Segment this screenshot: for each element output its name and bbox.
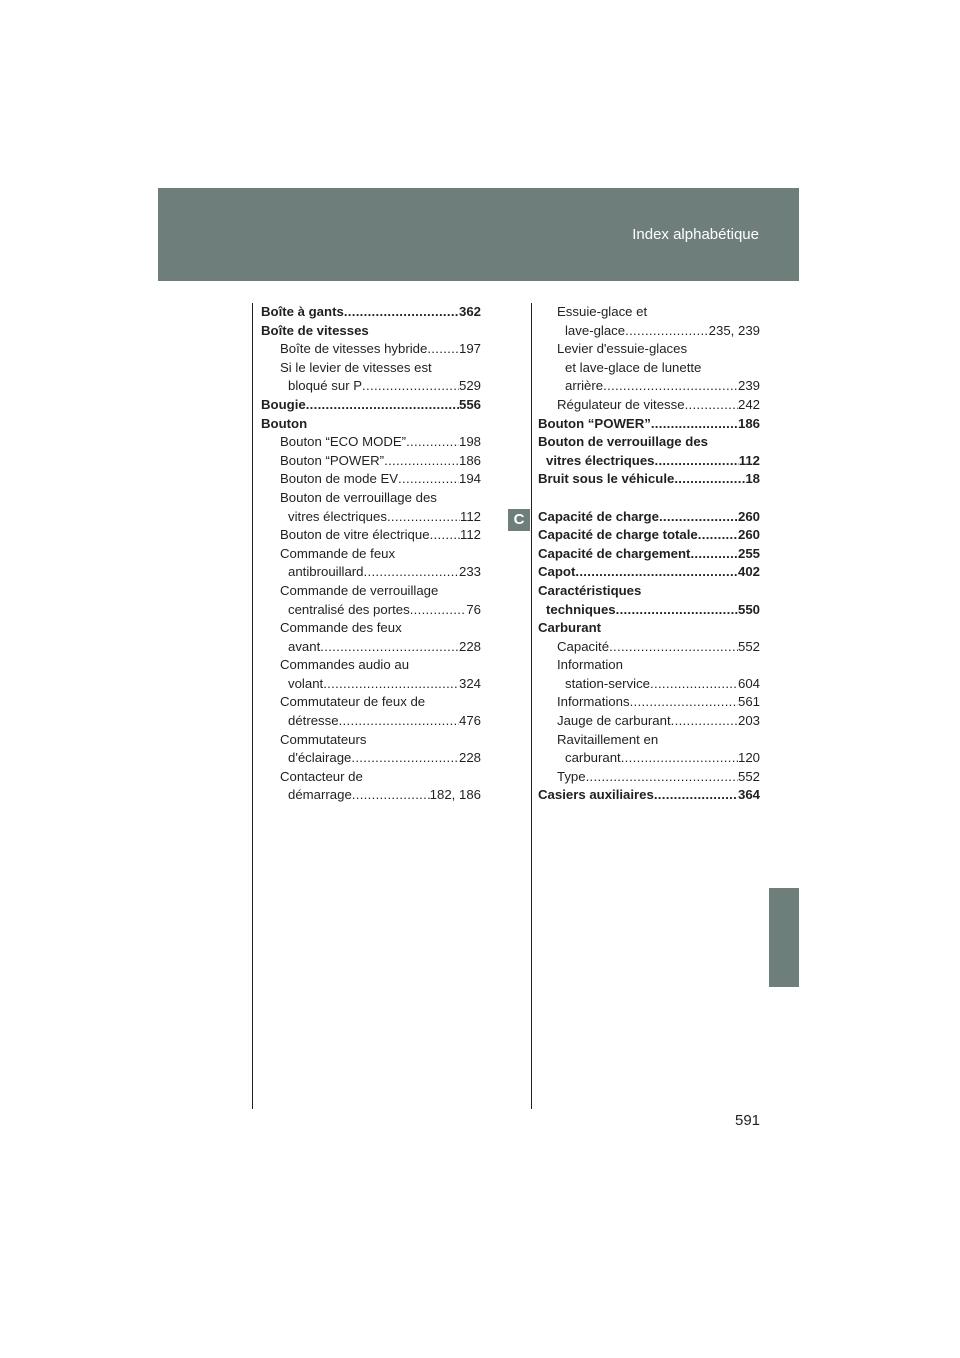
entry-term: Ravitaillement en — [557, 731, 659, 747]
entry-term: Jauge de carburant — [557, 713, 671, 729]
index-entry — [538, 563, 760, 582]
dot-leader — [690, 545, 738, 564]
index-entry — [261, 340, 481, 359]
index-entry — [538, 731, 760, 768]
index-entry — [261, 396, 481, 415]
index-entry — [538, 619, 760, 638]
dot-leader — [621, 749, 738, 768]
dot-leader — [323, 675, 459, 694]
page-reference: 112 — [459, 527, 481, 543]
entry-term: Essuie-glace et — [557, 304, 648, 319]
index-entry — [261, 433, 481, 452]
page-reference: 324 — [458, 675, 481, 691]
entry-term: Bougie — [261, 396, 306, 412]
dot-leader — [344, 303, 459, 322]
index-entry — [261, 582, 481, 619]
entry-term: Commande des feux — [280, 620, 402, 636]
dot-leader — [387, 508, 460, 527]
entry-term: Bouton “ECO MODE” — [280, 434, 407, 450]
entry-term: Capacité — [557, 638, 610, 654]
dot-leader — [384, 452, 459, 471]
index-entry — [538, 396, 760, 415]
index-entry — [261, 656, 481, 693]
page-reference: 556 — [458, 396, 481, 412]
page-reference: 186 — [737, 415, 760, 431]
page-reference: 112 — [459, 508, 481, 524]
entry-term-continued: bloqué sur P — [288, 378, 363, 394]
page-reference: 362 — [458, 304, 481, 319]
dot-leader — [430, 526, 460, 545]
page-reference: 604 — [737, 675, 760, 691]
entry-term: Bouton de verrouillage des — [538, 434, 709, 450]
entry-term-continued: et lave-glace de lunette — [565, 359, 702, 375]
entry-term-continued: arrière — [565, 378, 604, 394]
dot-leader — [674, 470, 745, 489]
index-entry — [538, 712, 760, 731]
dot-leader — [630, 693, 738, 712]
index-entry — [538, 786, 760, 805]
thumb-index-tab — [769, 888, 799, 987]
entry-term: Commande de feux — [280, 545, 396, 561]
entry-term-continued: centralisé des portes — [288, 601, 410, 617]
index-column-right — [538, 303, 760, 805]
page-reference: 228 — [458, 750, 481, 766]
index-entry — [538, 508, 760, 527]
dot-leader — [603, 377, 738, 396]
entry-term: Bouton “POWER” — [280, 452, 385, 468]
entry-term: Capacité de chargement — [538, 545, 691, 561]
index-entry — [261, 415, 481, 434]
index-entry — [538, 415, 760, 434]
entry-term: Caractéristiques — [538, 582, 642, 598]
left-rule — [252, 303, 253, 1109]
page-reference: 120 — [737, 750, 760, 766]
entry-term: Informations — [557, 694, 630, 710]
index-entry — [538, 340, 760, 396]
index-entry — [538, 545, 760, 564]
dot-leader — [364, 563, 459, 582]
index-entry — [261, 470, 481, 489]
page-reference: 402 — [737, 564, 760, 580]
entry-term: Bouton de vitre électrique — [280, 527, 430, 543]
page-reference: 260 — [737, 508, 760, 524]
entry-term: Boîte de vitesses — [261, 322, 369, 338]
dot-leader — [655, 452, 739, 471]
page-header — [158, 188, 799, 281]
entry-term: Commutateurs — [280, 731, 367, 747]
dot-leader — [339, 712, 459, 731]
page-reference: 182, 186 — [429, 787, 481, 803]
index-column-left — [261, 303, 481, 805]
index-entry — [261, 322, 481, 341]
index-gap — [538, 489, 760, 508]
page-reference: 228 — [458, 638, 481, 654]
header-title: Index alphabétique — [632, 226, 759, 243]
index-entry — [261, 359, 481, 396]
dot-leader — [654, 786, 738, 805]
index-entry — [261, 545, 481, 582]
entry-term: Commutateur de feux de — [280, 694, 426, 710]
dot-leader — [398, 470, 459, 489]
page-reference: 194 — [458, 471, 481, 487]
dot-leader — [650, 675, 738, 694]
entry-term-continued: vitres électriques — [288, 508, 387, 524]
entry-term: Boîte de vitesses hybride — [280, 341, 428, 357]
index-entry — [538, 693, 760, 712]
entry-term: Capacité de charge — [538, 508, 659, 524]
page-reference: 476 — [458, 713, 481, 729]
index-entry — [538, 433, 760, 470]
dot-leader — [651, 415, 738, 434]
dot-leader — [609, 638, 738, 657]
index-entry — [261, 619, 481, 656]
entry-term-continued: détresse — [288, 713, 339, 729]
page-reference: 235, 239 — [708, 322, 760, 338]
dot-leader — [671, 712, 738, 731]
entry-term: Capacité de charge totale — [538, 527, 698, 543]
page-reference: 76 — [466, 601, 481, 617]
index-entry — [261, 303, 481, 322]
entry-term: Commandes audio au — [280, 657, 410, 673]
dot-leader — [427, 340, 459, 359]
dot-leader — [362, 377, 459, 396]
index-entry — [261, 731, 481, 768]
dot-leader — [575, 563, 738, 582]
dot-leader — [352, 786, 430, 805]
page-reference: 529 — [458, 378, 481, 394]
dot-leader — [685, 396, 738, 415]
section-letter-tab: C — [508, 509, 530, 531]
entry-term-continued: antibrouillard — [288, 564, 364, 580]
index-entry — [261, 526, 481, 545]
dot-leader — [625, 322, 709, 341]
index-entry — [261, 489, 481, 526]
entry-term-continued: d'éclairage — [288, 750, 352, 766]
page-reference: 186 — [458, 452, 481, 468]
entry-term: Casiers auxiliaires — [538, 787, 654, 803]
index-entry — [538, 470, 760, 489]
index-entry — [538, 656, 760, 693]
page-reference: 561 — [737, 694, 760, 710]
page-reference: 552 — [737, 638, 760, 654]
entry-term: Contacteur de — [280, 768, 363, 784]
page-reference: 260 — [737, 527, 760, 543]
page-reference: 203 — [737, 713, 760, 729]
dot-leader — [351, 749, 459, 768]
dot-leader — [586, 768, 738, 787]
page-reference: 255 — [737, 545, 760, 561]
index-entry — [538, 582, 760, 619]
entry-term-continued: vitres électriques — [546, 452, 655, 468]
dot-leader — [410, 601, 467, 620]
entry-term: Boîte à gants — [261, 304, 344, 319]
entry-term: Carburant — [538, 620, 602, 636]
page-reference: 112 — [738, 452, 760, 468]
index-entry — [261, 693, 481, 730]
page-reference: 242 — [737, 396, 760, 412]
entry-term-continued: démarrage — [288, 787, 352, 803]
dot-leader — [406, 433, 459, 452]
index-entry — [538, 768, 760, 787]
entry-term-continued: avant — [288, 638, 321, 654]
dot-leader — [698, 526, 738, 545]
page-reference: 233 — [458, 564, 481, 580]
entry-term: Levier d'essuie-glaces — [557, 341, 688, 357]
page-number: 591 — [735, 1112, 761, 1129]
page-reference: 550 — [737, 601, 760, 617]
page-reference: 198 — [458, 434, 481, 450]
page-reference: 552 — [737, 768, 760, 784]
page-reference: 364 — [737, 787, 760, 803]
entry-term: Si le levier de vitesses est — [280, 359, 432, 375]
entry-term: Bouton “POWER” — [538, 415, 651, 431]
entry-term-continued: techniques — [546, 601, 616, 617]
index-entry — [538, 638, 760, 657]
entry-term: Information — [557, 657, 623, 673]
entry-term: Bruit sous le véhicule — [538, 471, 675, 487]
page-reference: 18 — [745, 471, 760, 487]
entry-term: Bouton de verrouillage des — [280, 489, 437, 505]
entry-term: Commande de verrouillage — [280, 582, 439, 598]
index-entry — [261, 452, 481, 471]
dot-leader — [320, 638, 459, 657]
page-reference: 239 — [737, 378, 760, 394]
dot-leader — [616, 601, 738, 620]
center-rule — [531, 303, 532, 1109]
entry-term-continued: station-service — [565, 675, 651, 691]
page-reference: 197 — [458, 341, 481, 357]
dot-leader — [306, 396, 459, 415]
entry-term: Bouton — [261, 415, 308, 431]
dot-leader — [659, 508, 738, 527]
entry-term: Bouton de mode EV — [280, 471, 399, 487]
index-entry — [538, 526, 760, 545]
index-entry — [538, 303, 760, 340]
entry-term: Type — [557, 768, 586, 784]
entry-term-continued: carburant — [565, 750, 621, 766]
entry-term: Régulateur de vitesse — [557, 396, 685, 412]
entry-term-continued: volant — [288, 675, 324, 691]
entry-term-continued: lave-glace — [565, 322, 626, 338]
entry-term: Capot — [538, 564, 576, 580]
index-entry — [261, 768, 481, 805]
